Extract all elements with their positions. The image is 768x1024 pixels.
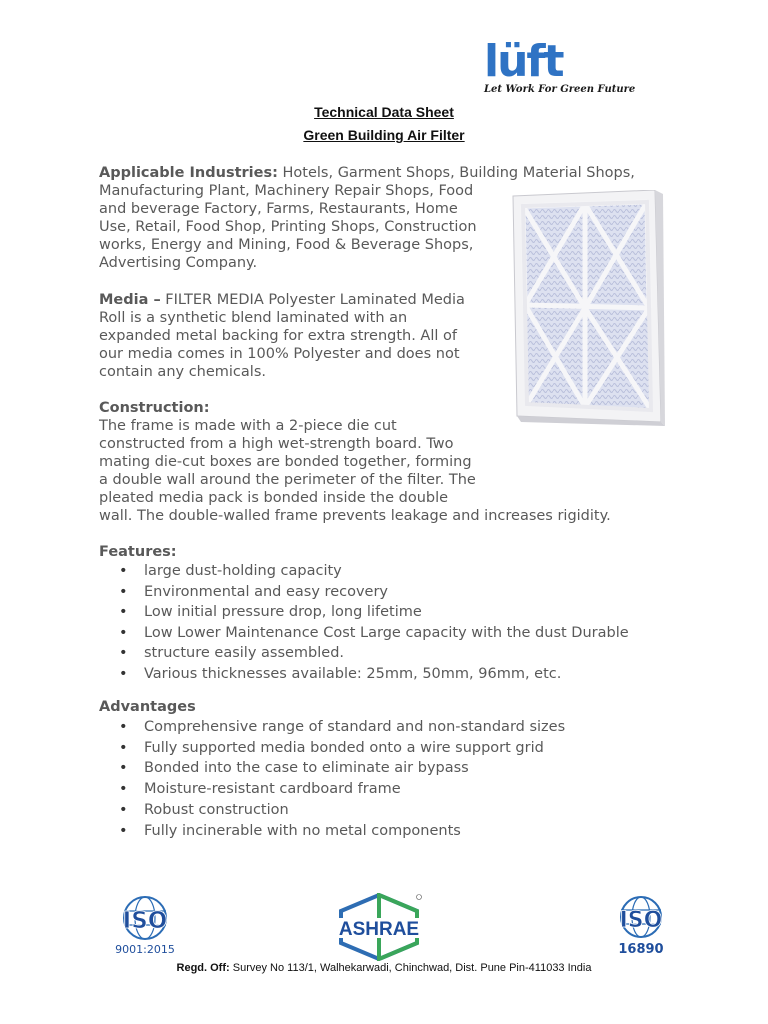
text-line: mating die-cut boxes are bonded together, forming <box>99 454 472 470</box>
media-section <box>99 291 465 381</box>
advantages-heading: Advantages <box>99 699 196 715</box>
iso-number: 9001:2015 <box>115 943 175 956</box>
list-item: • Bonded into the case to eliminate air bypass <box>99 758 565 779</box>
footer-label: Regd. Off: <box>176 962 230 974</box>
text-line: pleated media pack is bonded inside the double <box>99 490 449 506</box>
text-line: works, Energy and Mining, Food & Beverage Shops, <box>99 237 474 253</box>
list-item: • Fully incinerable with no metal components <box>99 821 565 842</box>
text-line: and beverage Factory, Farms, Restaurants, Home <box>99 201 458 217</box>
applicable-label: Applicable Industries: <box>99 165 278 181</box>
text-line: Use, Retail, Food Shop, Printing Shops, Construction <box>99 219 477 235</box>
text-line: constructed from a high wet-strength board. Two <box>99 436 454 452</box>
iso-9001-logo <box>112 893 178 959</box>
footer-address <box>0 962 768 974</box>
list-item: • Environmental and easy recovery <box>99 582 629 603</box>
company-logo <box>484 36 676 98</box>
list-item-continuation: • structure easily assembled. <box>99 643 629 664</box>
text-line: wall. The double-walled frame prevents leakage and increases rigidity. <box>99 508 611 524</box>
iso-word: ISO <box>122 908 168 934</box>
text-line: our media comes in 100% Polyester and does not <box>99 346 460 362</box>
ashrae-word: ASHRAE <box>338 919 420 940</box>
list-item: • Low initial pressure drop, long lifetime <box>99 602 629 623</box>
text-line: Roll is a synthetic blend laminated with an <box>99 310 408 326</box>
list-item: • Moisture-resistant cardboard frame <box>99 779 565 800</box>
text-line: FILTER MEDIA Polyester Laminated Media <box>160 292 465 308</box>
text-line: Hotels, Garment Shops, Building Material Shops, <box>277 165 635 181</box>
iso-16890-logo <box>610 893 672 959</box>
text-line: expanded metal backing for extra strength. All of <box>99 328 457 344</box>
list-item: • Comprehensive range of standard and non-standard sizes <box>99 717 565 738</box>
media-label: Media – <box>99 292 161 308</box>
construction-label: Construction: <box>99 400 210 416</box>
iso-number: 16890 <box>618 942 664 957</box>
list-item: • large dust-holding capacity <box>99 561 629 582</box>
text-line: a double wall around the perimeter of the filter. The <box>99 472 476 488</box>
ashrae-logo <box>333 893 425 961</box>
features-list <box>99 561 629 684</box>
text-line: The frame is made with a 2-piece die cut <box>99 418 397 434</box>
list-item: • Fully supported media bonded onto a wire support grid <box>99 738 565 759</box>
text-line: Advertising Company. <box>99 255 258 271</box>
features-heading: Features: <box>99 544 177 560</box>
doc-title: Technical Data Sheet <box>314 104 454 120</box>
iso-word: ISO <box>619 908 663 933</box>
logo-wordmark: lüft <box>484 36 563 87</box>
list-item: • Robust construction <box>99 800 565 821</box>
doc-subtitle: Green Building Air Filter <box>303 127 465 143</box>
advantages-list <box>99 717 565 841</box>
text-line: contain any chemicals. <box>99 364 266 380</box>
footer-text: Survey No 113/1, Walhekarwadi, Chinchwad, Dist. Pune Pin-411033 India <box>229 962 592 974</box>
list-item: • Low Lower Maintenance Cost Large capacity with the dust Durable <box>99 623 629 644</box>
air-filter-image <box>505 190 665 430</box>
text-line: Manufacturing Plant, Machinery Repair Shops, Food <box>99 183 474 199</box>
list-item: • Various thicknesses available: 25mm, 50mm, 96mm, etc. <box>99 664 629 685</box>
logo-tagline: Let Work For Green Future <box>484 84 636 95</box>
